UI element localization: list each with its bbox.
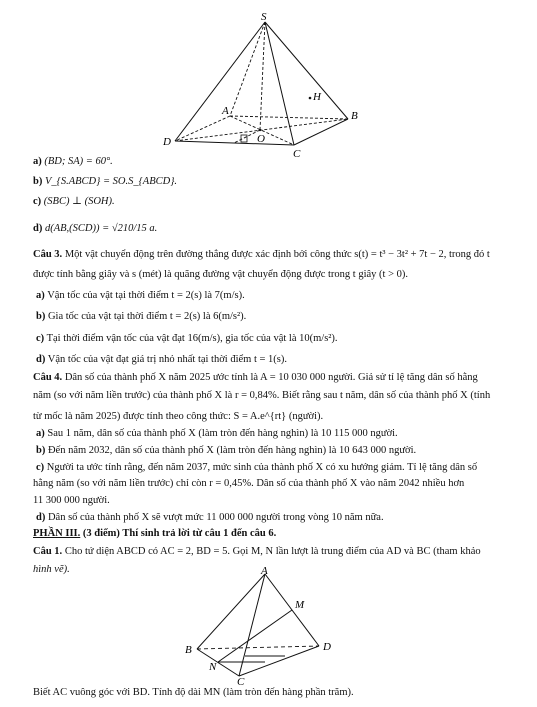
q4-c-text3: 11 300 000 người. <box>33 495 110 506</box>
q3-option-b <box>36 310 516 324</box>
q4-stem2: năm (so với năm liền trước) của thành phố X là r = 0,84%. Biết rằng sau t năm, dân số của thành phố X (tính <box>33 390 491 401</box>
label-C: C <box>237 676 245 686</box>
q3-c-text: Tại thời điểm vận tốc của vật đạt 16(m/s), gia tốc của vật là 10(m/s²). <box>46 333 338 344</box>
q3-d-key: d) <box>36 354 46 365</box>
q2-d-key: d) <box>33 223 43 234</box>
label-N: N <box>209 661 217 673</box>
label-B: B <box>351 110 358 122</box>
edge-BD <box>197 646 319 649</box>
q3-title: Câu 3. <box>33 249 63 260</box>
height-SO <box>260 22 265 130</box>
q4-option-c <box>36 461 516 475</box>
q2-b-text: V_{S.ABCD} = SO.S_{ABCD}. <box>44 176 178 187</box>
q3-a-key: a) <box>36 290 45 301</box>
right-angle-mark <box>241 135 247 142</box>
q4-option-a <box>36 427 516 441</box>
q3-a-text: Vận tốc của vật tại thời điểm t = 2(s) là 7(m/s). <box>47 290 245 301</box>
q2-option-a <box>33 155 513 169</box>
q2-a-text: (BD; SA) = 60°. <box>44 156 113 167</box>
q2-c-key: c) <box>33 196 42 207</box>
label-C: C <box>293 148 301 158</box>
q3-option-a <box>36 289 516 303</box>
q4-c-key: c) <box>36 462 45 473</box>
q3-stem1: Một vật chuyển động trên đường thẳng được xác định bởi công thức s(t) = t³ − 3t² + 7t − 2, trong đó t <box>64 249 490 260</box>
q3-option-d <box>36 353 516 367</box>
edge-CD <box>239 646 319 676</box>
q4-stem-line1 <box>33 371 513 385</box>
edge-AC <box>239 574 265 676</box>
label-O: O <box>257 133 265 145</box>
edge-AB <box>197 574 265 649</box>
q4-stem1: Dân số của thành phố X năm 2025 ước tính là A = 10 030 000 người. Giả sử tỉ lệ tăng dân số hằng <box>64 372 478 383</box>
q4-stem3: từ mốc là năm 2025) được tính theo công thức: S = A.e^{rt} (người). <box>33 411 324 422</box>
q4-option-d <box>36 511 516 525</box>
q1-stem-line1 <box>33 545 513 559</box>
q3-b-text: Gia tốc của vật tại thời điểm t = 2(s) là 6(m/s²). <box>47 311 247 322</box>
q2-option-c <box>33 195 513 209</box>
q4-a-text: Sau 1 năm, dân số của thành phố X (làm tròn đến hàng nghìn) là 10 115 000 người. <box>47 428 398 439</box>
q4-b-key: b) <box>36 445 46 456</box>
part3-rest: (3 điểm) Thí sinh trả lời từ câu 1 đến câu 6. <box>82 528 277 539</box>
pyramid-figure <box>160 8 370 158</box>
q2-option-d <box>33 222 513 236</box>
edge-DC <box>175 141 294 145</box>
edge-SA <box>230 22 265 116</box>
part3-heading <box>33 527 513 541</box>
label-A: A <box>222 105 229 117</box>
edge-SB <box>265 22 348 119</box>
q2-option-b <box>33 175 513 189</box>
q2-a-key: a) <box>33 156 42 167</box>
edge-BC <box>197 649 239 676</box>
segment-NM <box>218 610 292 662</box>
q2-c-text: (SBC) ⊥ (SOH). <box>43 196 115 207</box>
q4-option-b <box>36 444 516 458</box>
label-A: A <box>261 566 268 577</box>
q4-a-key: a) <box>36 428 45 439</box>
point-O <box>259 129 261 131</box>
q4-title: Câu 4. <box>33 372 63 383</box>
tetrahedron-figure <box>175 566 345 686</box>
q1-last-line: Biết AC vuông góc với BD. Tính độ dài MN (làm tròn đến hàng phần trăm). <box>33 687 354 698</box>
q3-option-c <box>36 332 516 346</box>
q3-c-key: c) <box>36 333 45 344</box>
q3-b-key: b) <box>36 311 46 322</box>
edge-CB <box>294 119 348 145</box>
edge-AB <box>230 116 348 119</box>
q2-b-key: b) <box>33 176 43 187</box>
q3-d-text: Vận tốc của vật đạt giá trị nhỏ nhất tại thời điểm t = 1(s). <box>47 354 287 365</box>
label-M: M <box>295 599 305 611</box>
q2-d-text: d(AB,(SCD)) = √210/15 a. <box>44 223 158 234</box>
q1-stem1: Cho tứ diện ABCD có AC = 2, BD = 5. Gọi M, N lần lượt là trung điểm của AD và BC (tham khảo <box>64 546 481 557</box>
q3-stem-line1 <box>33 248 513 262</box>
label-H: H <box>313 91 321 103</box>
q1-title: Câu 1. <box>33 546 63 557</box>
q4-b-text: Đến năm 2032, dân số của thành phố X (làm tròn đến hàng nghìn) là 10 643 000 người. <box>47 445 417 456</box>
q4-d-text: Dân số của thành phố X sẽ vượt mức 11 000 000 người trong vòng 10 năm nữa. <box>47 512 384 523</box>
label-B: B <box>185 644 192 656</box>
label-D: D <box>323 641 331 653</box>
label-D: D <box>163 136 171 148</box>
edge-SD <box>175 22 265 141</box>
label-S: S <box>261 11 267 23</box>
q3-stem2: được tính bằng giây và s (mét) là quãng đường vật chuyển động được trong t giây (t > 0). <box>33 269 408 280</box>
part3-title: PHẦN III. <box>33 528 81 539</box>
point-H <box>309 97 312 100</box>
q4-c-text1: Người ta ước tính rằng, đến năm 2037, mức sinh của thành phố X có xu hướng giảm. Tỉ lệ tăng dân số <box>46 462 478 473</box>
q1-stem2: hình vẽ). <box>33 564 70 575</box>
q4-d-key: d) <box>36 512 46 523</box>
q4-c-text2: hằng năm (so với năm liền trước) chỉ còn r = 0,45%. Dân số của thành phố X vào năm 2042 nhiều hơn <box>33 478 465 489</box>
